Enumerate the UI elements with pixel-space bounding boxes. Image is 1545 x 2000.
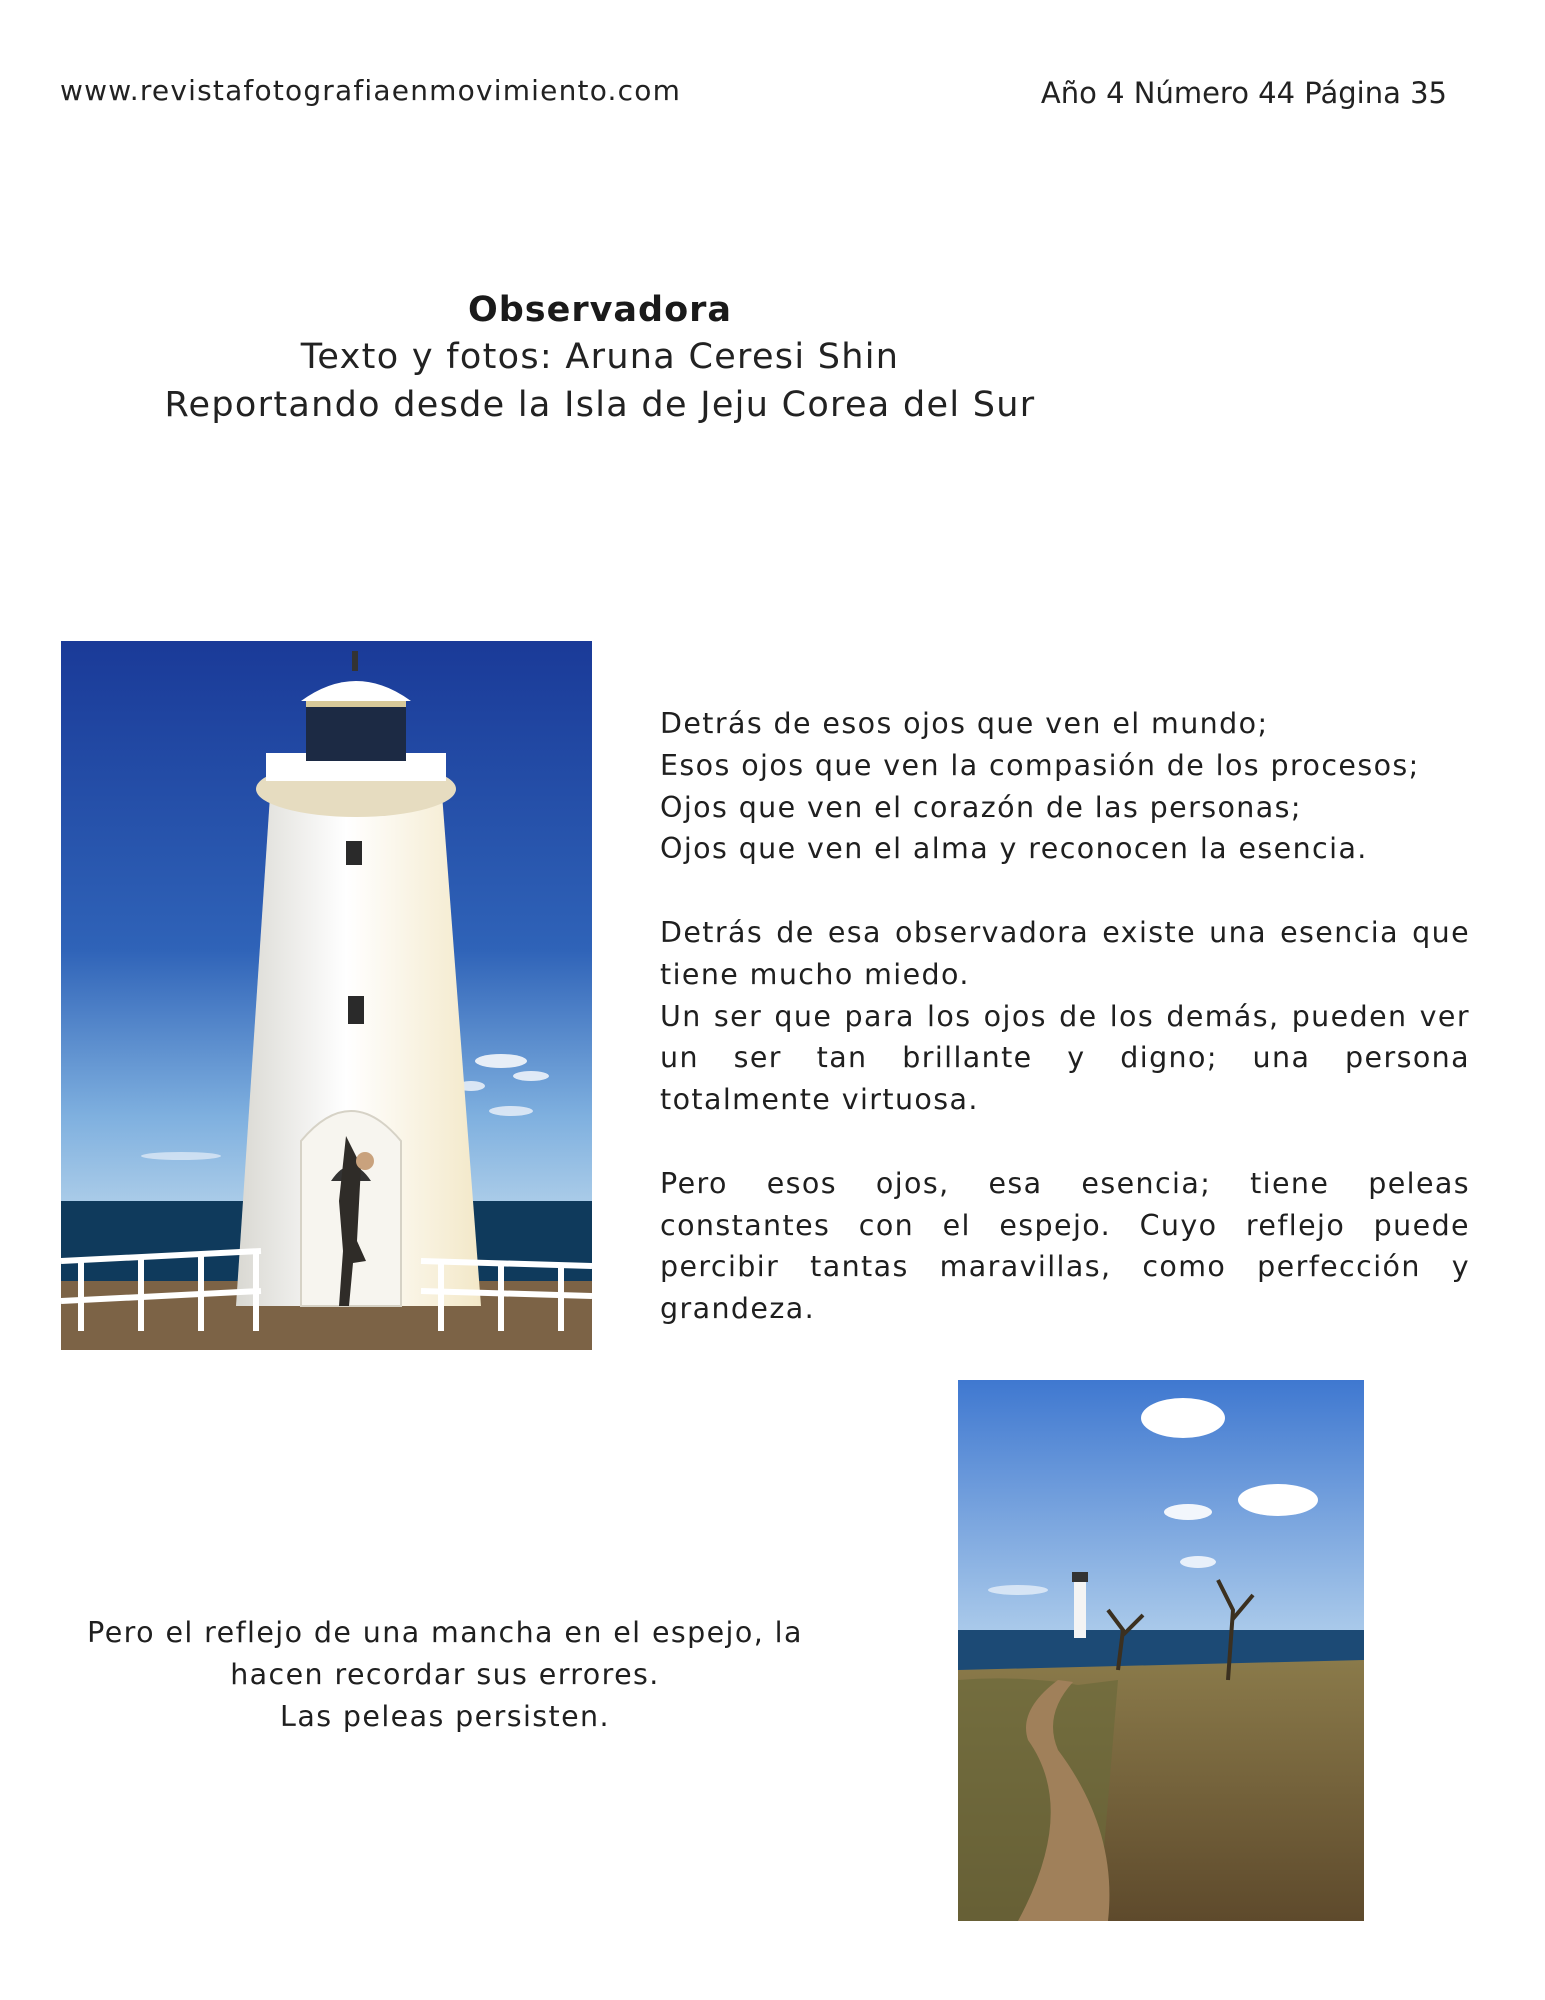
poem-stanza-2	[660, 912, 1470, 1121]
lighthouse-photo	[61, 641, 592, 1350]
poem-stanza-1	[660, 703, 1470, 870]
article-location: Reportando desde la Isla de Jeju Corea del Sur	[164, 385, 1036, 425]
path-photo-image	[958, 1380, 1364, 1921]
poem-line: Ojos que ven el corazón de las personas;	[660, 790, 1302, 824]
poem-stanza-3	[660, 1163, 1470, 1330]
title-block	[90, 287, 1110, 429]
header-issue: Año 4 Número 44 Página 35	[1040, 76, 1447, 110]
poem-line: Ojos que ven el alma y reconocen la esencia.	[660, 832, 1368, 866]
closing-line: hacen recordar sus errores.	[230, 1657, 660, 1691]
closing-text	[70, 1612, 820, 1737]
poem-line: Un ser que para los ojos de los demás, pueden ver un ser tan brillante y digno; una persona totalmente virtuosa.	[660, 999, 1470, 1117]
poem-line: Esos ojos que ven la compasión de los procesos;	[660, 748, 1420, 782]
poem-line: Pero esos ojos, esa esencia; tiene peleas constantes con el espejo. Cuyo reflejo puede percibir tantas maravillas, como perfección y grandeza.	[660, 1166, 1470, 1326]
poem-text	[660, 703, 1470, 1330]
header-url: www.revistafotografiaenmovimiento.com	[60, 74, 682, 107]
path-photo	[958, 1380, 1364, 1921]
poem-line: Detrás de esos ojos que ven el mundo;	[660, 707, 1269, 740]
article-title: Observadora	[467, 290, 733, 330]
closing-line: Pero el reflejo de una mancha en el espejo, la	[87, 1616, 803, 1649]
lighthouse-photo-image	[61, 641, 592, 1350]
poem-line: Detrás de esa observadora existe una esencia que tiene mucho miedo.	[660, 915, 1470, 991]
closing-line: Las peleas persisten.	[280, 1699, 610, 1733]
article-byline: Texto y fotos: Aruna Ceresi Shin	[300, 337, 900, 377]
